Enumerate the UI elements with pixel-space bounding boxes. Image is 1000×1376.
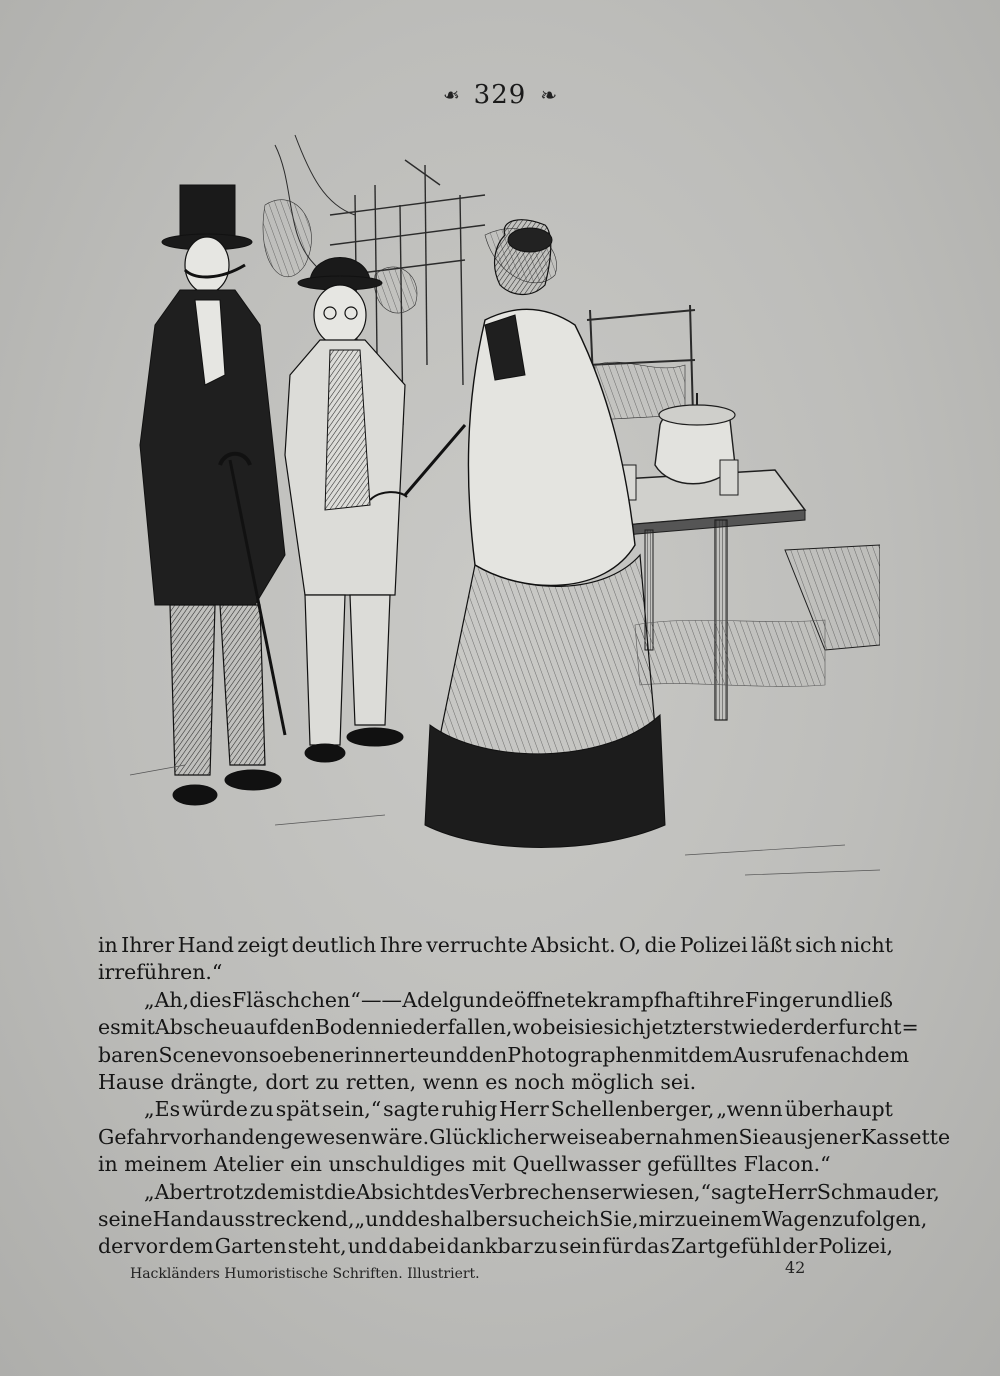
word: Photographen bbox=[507, 1042, 655, 1067]
text-line: in meinem Atelier ein unschuldiges mit Quellwasser gefülltes Flacon.“ bbox=[98, 1152, 831, 1177]
body-text bbox=[98, 932, 951, 1261]
word: ersuche bbox=[485, 1206, 569, 1231]
text-line bbox=[98, 1096, 893, 1123]
word: wieder bbox=[731, 1015, 803, 1040]
word: Verbrechens bbox=[469, 1179, 600, 1204]
word: die bbox=[323, 1179, 356, 1204]
word: Polizei bbox=[679, 933, 748, 957]
word: —— bbox=[361, 987, 403, 1012]
word: dabei bbox=[388, 1234, 446, 1259]
word: verruchte bbox=[426, 933, 528, 957]
word: wobei bbox=[512, 1015, 575, 1040]
word: Herr bbox=[767, 1179, 817, 1204]
word: niederfallen, bbox=[380, 1015, 513, 1040]
word: das bbox=[634, 1234, 670, 1259]
word: öffnete bbox=[513, 987, 587, 1012]
word: nach bbox=[814, 1042, 865, 1067]
word: für bbox=[602, 1234, 633, 1259]
word: deutlich bbox=[291, 933, 377, 957]
word: „wenn bbox=[716, 1097, 783, 1122]
woman-shawl-figure bbox=[370, 220, 665, 848]
word: Abscheu bbox=[154, 1015, 244, 1040]
word: Ihrer bbox=[121, 933, 175, 957]
word: Gefahr bbox=[98, 1124, 170, 1149]
word: Absicht. bbox=[531, 933, 616, 957]
word: krampfhaft bbox=[586, 987, 703, 1012]
word: erst bbox=[690, 1015, 732, 1040]
word: den bbox=[468, 1042, 508, 1067]
word: Sie, bbox=[599, 1206, 639, 1231]
word: Garten bbox=[214, 1234, 287, 1259]
page-number: 329 bbox=[473, 80, 527, 110]
word: nahmen bbox=[655, 1124, 739, 1149]
word: sagte bbox=[383, 1097, 440, 1122]
word: sich bbox=[603, 1015, 646, 1040]
word: zu bbox=[249, 1097, 274, 1122]
word: dankbar bbox=[446, 1234, 533, 1259]
word: zu bbox=[533, 1234, 558, 1259]
word: auf bbox=[243, 1015, 277, 1040]
word: spät bbox=[275, 1097, 320, 1122]
word: den bbox=[276, 1015, 315, 1040]
word: Schmauder, bbox=[816, 1179, 940, 1204]
word: in bbox=[98, 933, 118, 957]
word: ihre bbox=[702, 987, 745, 1012]
word: aber bbox=[607, 1124, 656, 1149]
word: zeigt bbox=[237, 933, 289, 957]
word: dem bbox=[168, 1234, 214, 1259]
word: aus bbox=[771, 1124, 808, 1149]
book-title: Hackländers Humoristische Schriften. Illustriert. bbox=[130, 1266, 480, 1282]
word: jener bbox=[807, 1124, 861, 1149]
word: sein,“ bbox=[321, 1097, 382, 1122]
word: „Es bbox=[144, 1097, 181, 1122]
text-line bbox=[98, 1179, 940, 1206]
word: der bbox=[782, 1234, 818, 1259]
ornament-left-icon: ❧ bbox=[442, 83, 460, 107]
word: einem bbox=[698, 1206, 762, 1231]
page-header bbox=[0, 78, 1000, 112]
word: mit bbox=[654, 1042, 689, 1067]
word: sich bbox=[795, 933, 837, 957]
text-line bbox=[98, 1042, 910, 1069]
word: jetzt bbox=[645, 1015, 691, 1040]
word: Zartgefühl bbox=[671, 1234, 782, 1259]
word: die bbox=[644, 933, 677, 957]
word: zu bbox=[831, 1206, 856, 1231]
word: mir bbox=[638, 1206, 675, 1231]
ornament-right-icon: ❧ bbox=[540, 83, 558, 107]
word: sie bbox=[574, 1015, 604, 1040]
text-line bbox=[98, 1233, 893, 1260]
word: der bbox=[802, 1015, 838, 1040]
man-top-hat-figure bbox=[140, 185, 285, 805]
word: seine bbox=[98, 1206, 153, 1231]
word: Hand bbox=[152, 1206, 209, 1231]
text-line bbox=[98, 987, 893, 1014]
word: Wagen bbox=[761, 1206, 832, 1231]
text-line bbox=[98, 1014, 919, 1041]
word: Herr bbox=[499, 1097, 549, 1122]
word: mit bbox=[120, 1015, 155, 1040]
signature-mark: 42 bbox=[785, 1258, 806, 1277]
text-line bbox=[98, 932, 893, 959]
word: Ihre bbox=[379, 933, 423, 957]
word: dem bbox=[864, 1042, 910, 1067]
word: zu bbox=[674, 1206, 699, 1231]
word: Kassette bbox=[860, 1124, 951, 1149]
word: wäre. bbox=[370, 1124, 430, 1149]
word: sagte bbox=[710, 1179, 768, 1204]
word: Fläschchen“ bbox=[232, 987, 361, 1012]
word: ließ bbox=[854, 987, 893, 1012]
word: ich bbox=[568, 1206, 600, 1231]
word: es bbox=[98, 1015, 121, 1040]
word: furcht= bbox=[837, 1015, 919, 1040]
word: von bbox=[221, 1042, 259, 1067]
word: Polizei, bbox=[818, 1234, 893, 1259]
word: baren bbox=[98, 1042, 159, 1067]
word: Finger bbox=[744, 987, 814, 1012]
word: Scene bbox=[158, 1042, 222, 1067]
word: deshalb bbox=[404, 1206, 486, 1231]
word: und bbox=[347, 1234, 388, 1259]
word: Adelgunde bbox=[402, 987, 514, 1012]
word: Absicht bbox=[355, 1179, 434, 1204]
word: „Ah, bbox=[144, 987, 190, 1012]
word: Schellenberger, bbox=[550, 1097, 715, 1122]
word: vor bbox=[134, 1234, 168, 1259]
word: läßt bbox=[751, 933, 792, 957]
text-line bbox=[98, 1206, 928, 1233]
word: gewesen bbox=[280, 1124, 371, 1149]
word: ist bbox=[298, 1179, 324, 1204]
engraving-illustration bbox=[125, 125, 880, 910]
word: vorhanden bbox=[169, 1124, 281, 1149]
word: würde bbox=[182, 1097, 248, 1122]
word: Sie bbox=[738, 1124, 772, 1149]
text-line bbox=[98, 1124, 951, 1151]
word: des bbox=[433, 1179, 470, 1204]
man-bowler-hat-figure bbox=[285, 258, 405, 763]
word: trotzdem bbox=[204, 1179, 299, 1204]
word: „Aber bbox=[144, 1179, 205, 1204]
word: folgen, bbox=[855, 1206, 928, 1231]
word: steht, bbox=[287, 1234, 347, 1259]
word: erwiesen,“ bbox=[599, 1179, 711, 1204]
word: „und bbox=[354, 1206, 405, 1231]
word: und bbox=[814, 987, 854, 1012]
word: Hand bbox=[177, 933, 235, 957]
word: Boden bbox=[314, 1015, 381, 1040]
word: der bbox=[98, 1234, 134, 1259]
word: und bbox=[429, 1042, 469, 1067]
word: dies bbox=[189, 987, 232, 1012]
word: sein bbox=[558, 1234, 602, 1259]
word: ruhig bbox=[441, 1097, 498, 1122]
word: erinnerte bbox=[332, 1042, 430, 1067]
word: nicht bbox=[840, 933, 893, 957]
word: überhaupt bbox=[784, 1097, 893, 1122]
word: Ausrufe bbox=[732, 1042, 815, 1067]
word: O, bbox=[619, 933, 642, 957]
text-line: Hause drängte, dort zu retten, wenn es noch möglich sei. bbox=[98, 1069, 697, 1094]
text-line: irreführen.“ bbox=[98, 960, 223, 985]
word: soeben bbox=[258, 1042, 333, 1067]
word: Glücklicherweise bbox=[429, 1124, 608, 1149]
word: dem bbox=[688, 1042, 733, 1067]
page-footer bbox=[130, 1258, 810, 1282]
word: ausstreckend, bbox=[208, 1206, 355, 1231]
